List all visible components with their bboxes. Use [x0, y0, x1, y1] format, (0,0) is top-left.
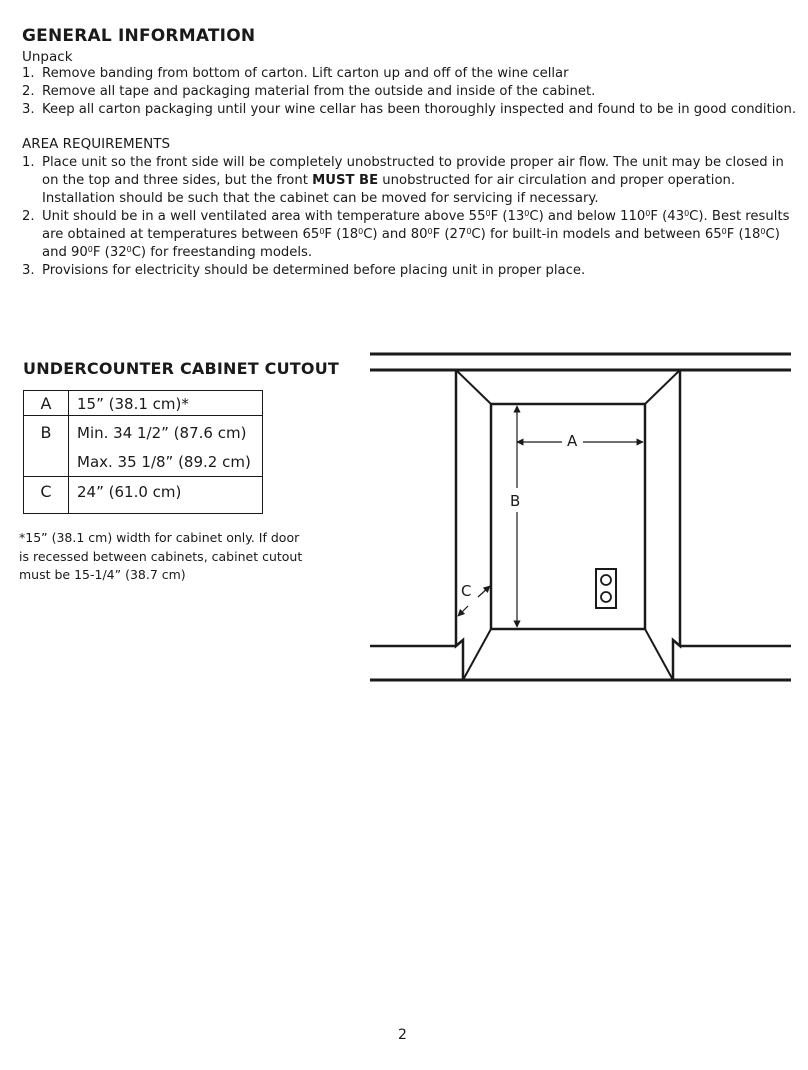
dim-value-c: 24” (61.0 cm) [77, 483, 182, 501]
dim-value-b-max: Max. 35 1/8” (89.2 cm) [77, 453, 251, 471]
dim-letter-b: B [40, 423, 52, 442]
left-wall-outer [456, 370, 463, 680]
unpack-item-2: 2. Remove all tape and packaging material from the outside and inside of the cabinet. [22, 84, 596, 99]
dim-letter-a: A [40, 394, 52, 413]
unpack-item-3: 3. Keep all carton packaging until your wine cellar has been thoroughly inspected and found to be in good condition. [22, 102, 797, 117]
area-item-2: 2. Unit should be in a well ventilated area with temperature above $55^0F$ $(13^0C)$ and below $110^0F$ $(43^0C)$. Best results are obtained at temperatures between $65^0F$ $(18^0C)$ and $80^0F$ $(27^0C)$ for built-in models and between $65^0F$ $(18^0C)$ and $90^0F$ $(32^0C)$ for freestanding models. [22, 209, 790, 260]
floor-left-edge [463, 629, 491, 680]
right-wall-outer [673, 370, 680, 680]
unpack-item-1: 1. Remove banding from bottom of carton. Lift carton up and off of the wine cellar [22, 66, 569, 81]
outlet-socket-2 [601, 592, 611, 602]
dimension-c-arrow-bottom [458, 606, 468, 616]
area-item-3: 3. Provisions for electricity should be determined before placing unit in proper place. [22, 263, 586, 278]
unpack-heading: Unpack [22, 49, 73, 65]
dimension-b-label: B [510, 492, 521, 510]
footnote-line-3: must be 15-1/4” (38.7 cm) [19, 567, 186, 582]
dim-letter-c: C [40, 482, 52, 501]
dim-value-b-min: Min. 34 1/2” (87.6 cm) [77, 424, 247, 442]
footnote-line-1: *15” (38.1 cm) width for cabinet only. If door [19, 530, 300, 545]
floor-right-edge [645, 629, 673, 680]
left-wall-top-edge [456, 370, 491, 404]
page-number: 2 [398, 1027, 407, 1043]
dimension-c-label: C [461, 582, 472, 600]
dimension-a-label: A [567, 432, 578, 450]
cutout-heading: UNDERCOUNTER CABINET CUTOUT [23, 359, 340, 378]
general-information-heading: GENERAL INFORMATION [22, 26, 256, 46]
footnote-line-2: is recessed between cabinets, cabinet cutout [19, 548, 303, 564]
area-item-1: 1. Place unit so the front side will be completely unobstructed to provide proper air flow. The unit may be closed in on the top and three sides, but the front MUST BE unobstructed for air circulation and proper operation. Installation should be such that the cabinet can be moved for servicing if necessary. [22, 155, 784, 206]
right-wall-top-edge [645, 370, 680, 404]
outlet-socket-1 [601, 575, 611, 585]
dim-value-a: 15” (38.1 cm)* [77, 395, 189, 413]
area-requirements-heading: AREA REQUIREMENTS [22, 136, 171, 152]
dimension-c-arrow-top [478, 586, 490, 597]
